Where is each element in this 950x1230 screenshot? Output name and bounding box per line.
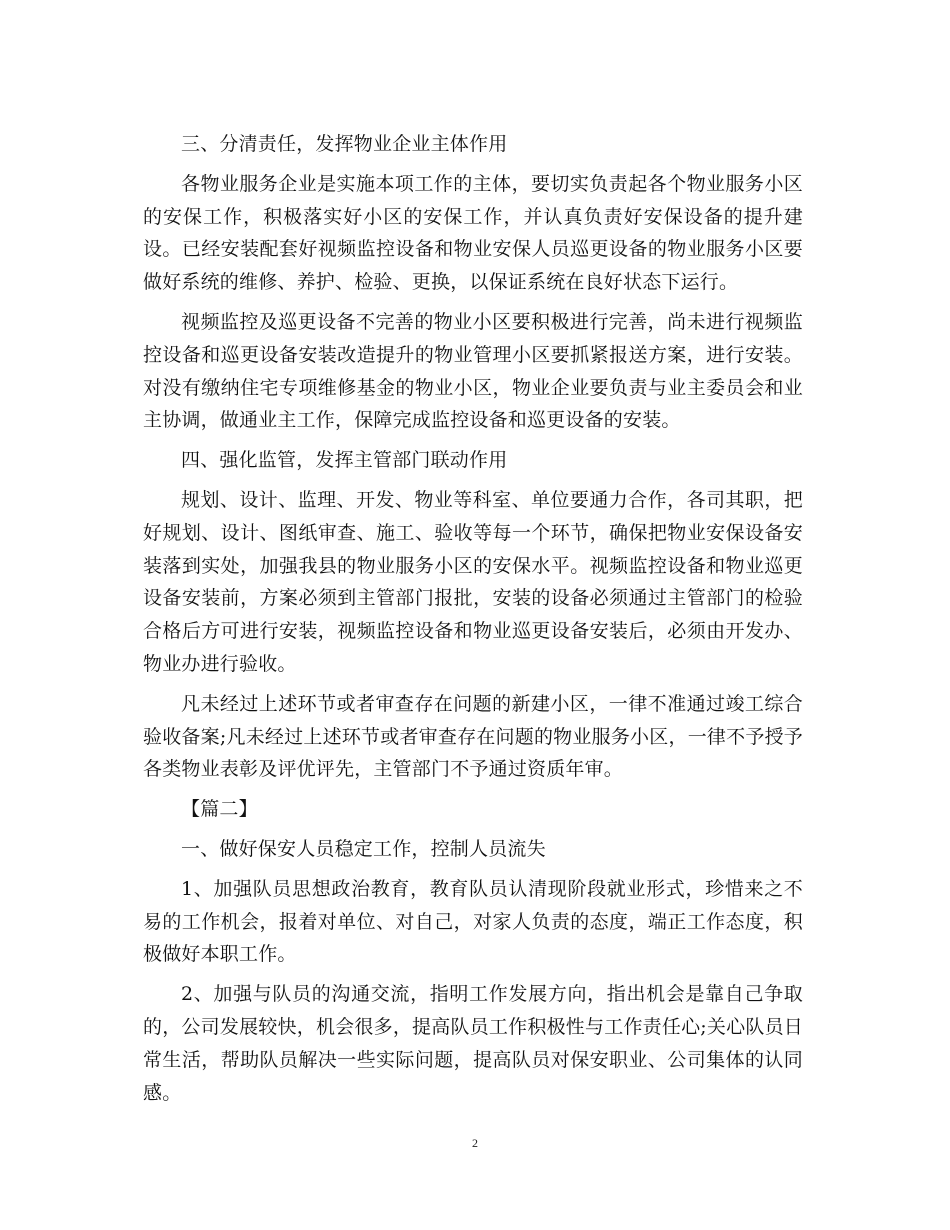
body-paragraph: 规划、设计、监理、开发、物业等科室、单位要通力合作，各司其职，把好规划、设计、图纸审查、施工、验收等每一个环节，确保把物业安保设备安装落到实处，加强我县的物业服务小区的安保水平。视频监控设备和物业巡更设备安装前，方案必须到主管部门报批，安装的设备必须通过主管部门的检验合格后方可进行安装，视频监控设备和物业巡更设备安装后，必须由开发办、物业办进行验收。 xyxy=(143,488,803,675)
section-heading-4: 四、强化监管，发挥主管部门联动作用 xyxy=(181,449,508,472)
body-paragraph: 凡未经过上述环节或者审查存在问题的新建小区，一律不准通过竣工综合验收备案;凡未经过上述环节或者审查存在问题的物业服务小区，一律不予授予各类物业表彰及评优评先，主管部门不予通过资质年审。 xyxy=(143,692,803,781)
body-paragraph: 2、加强与队员的沟通交流，指明工作发展方向，指出机会是靠自己争取的，公司发展较快，机会很多，提高队员工作积极性与工作责任心;关心队员日常生活，帮助队员解决一些实际问题，提高队员对保安职业、公司集体的认同感。 xyxy=(143,983,803,1104)
body-paragraph: 1、加强队员思想政治教育，教育队员认清现阶段就业形式，珍惜来之不易的工作机会，报着对单位、对自己，对家人负责的态度，端正工作态度，积极做好本职工作。 xyxy=(143,877,803,966)
body-paragraph: 各物业服务企业是实施本项工作的主体，要切实负责起各个物业服务小区的安保工作，积极落实好小区的安保工作，并认真负责好安保设备的提升建设。已经安装配套好视频监控设备和物业安保人员巡更设备的物业服务小区要做好系统的维修、养护、检验、更换，以保证系统在良好状态下运行。 xyxy=(143,172,803,294)
body-paragraph: 视频监控及巡更设备不完善的物业小区要积极进行完善，尚未进行视频监控设备和巡更设备安装改造提升的物业管理小区要抓紧报送方案，进行安装。对没有缴纳住宅专项维修基金的物业小区，物业企业要负责与业主委员会和业主协调，做通业主工作，保障完成监控设备和巡更设备的安装。 xyxy=(143,310,803,432)
section-heading-3: 三、分清责任，发挥物业企业主体作用 xyxy=(181,133,508,155)
page-number: 2 xyxy=(472,1136,478,1150)
section-heading-1: 一、做好保安人员稳定工作，控制人员流失 xyxy=(181,837,546,860)
document-body xyxy=(143,128,803,1116)
part-two-heading: 【篇二】 xyxy=(181,798,258,821)
